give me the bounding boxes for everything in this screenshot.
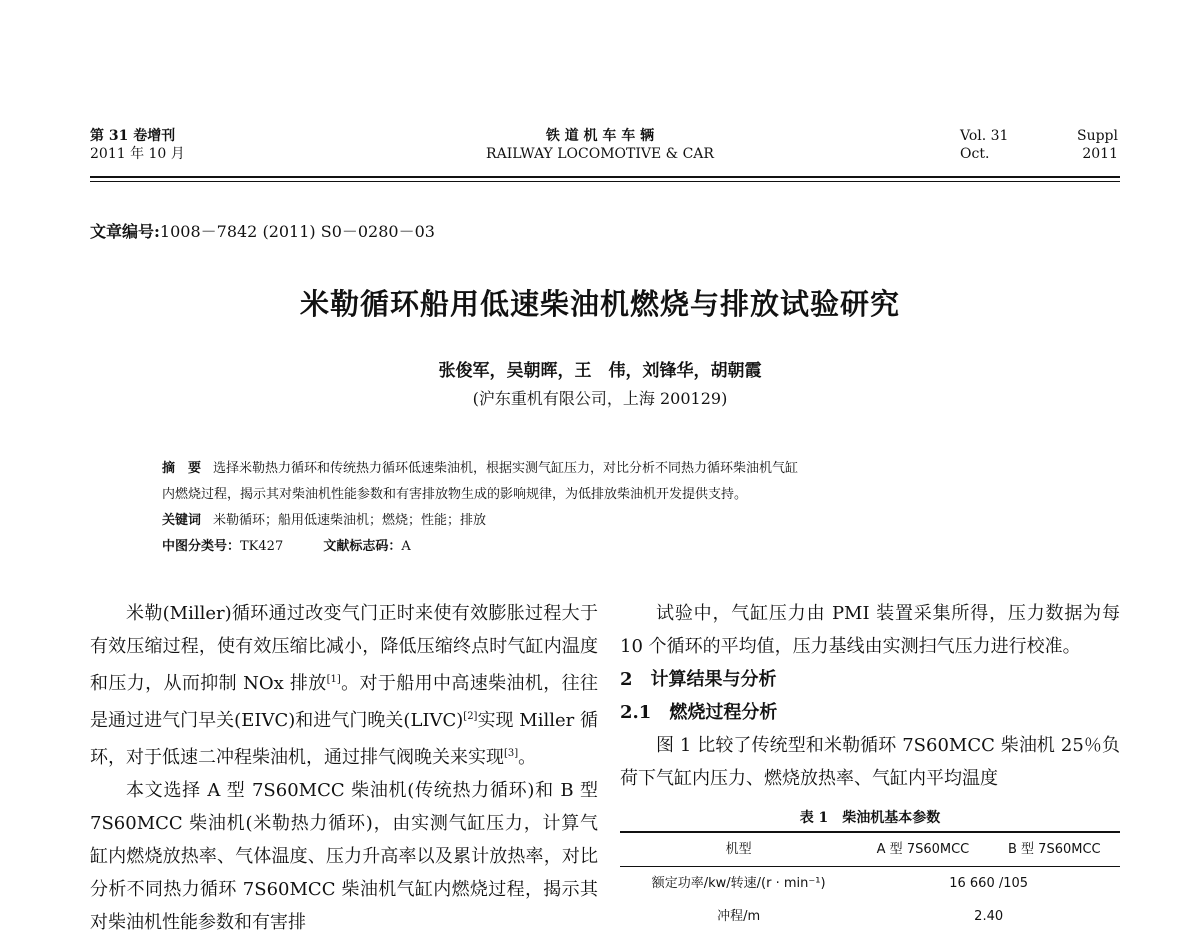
journal-volume-english xyxy=(960,127,1118,163)
author-list: 张俊军，吴朝晖，王 伟，刘锋华，胡朝霞 xyxy=(438,361,762,381)
abstract-line-1 xyxy=(162,456,1062,482)
table-header-cell: 机型 xyxy=(620,832,857,867)
table-cell: 额定功率/kw/转速/(r · min⁻¹) xyxy=(651,876,826,891)
month-text: Oct. xyxy=(960,146,990,162)
citation-1: [1] xyxy=(326,674,341,685)
abstract-label: 摘 要 xyxy=(162,461,202,476)
doc-code-value: A xyxy=(401,539,411,554)
table-row xyxy=(620,900,1120,933)
table-cell: 2.40 xyxy=(974,909,1004,924)
article-number-label: 文章编号: xyxy=(90,222,160,241)
table-cell: 冲程/m xyxy=(717,909,761,924)
table-cell: 16 660 /105 xyxy=(949,876,1029,891)
doc-code-label: 文献标志码： xyxy=(323,539,402,554)
journal-name-english: RAILWAY LOCOMOTIVE & CAR xyxy=(486,146,714,162)
affiliation: (沪东重机有限公司，上海 200129) xyxy=(472,389,728,408)
abstract-block xyxy=(162,456,1062,560)
intro-text-b: 。对于船用中高速柴油机，往往是通过进气门早关(EIVC)和进气门晚关(LIVC) xyxy=(90,673,598,731)
journal-name xyxy=(400,127,800,163)
abstract-text-1: 选择米勒热力循环和传统热力循环低速柴油机，根据实测气缸压力，对比分析不同热力循环柴油机气缸 xyxy=(213,461,799,476)
table-caption: 表 1 柴油机基本参数 xyxy=(799,810,941,826)
abstract-line-2: 内燃烧过程，揭示其对柴油机性能参数和有害排放物生成的影响规律，为低排放柴油机开发提供支持。 xyxy=(162,487,748,502)
suppl-text: Suppl xyxy=(1076,128,1118,144)
body-right-column xyxy=(620,597,1120,933)
vol-text: Vol. 31 xyxy=(960,128,1009,144)
table-row xyxy=(620,867,1120,901)
class-value: TK427 xyxy=(240,539,284,554)
table-header-cell: A 型 7S60MCC xyxy=(857,832,988,867)
paragraph-intro xyxy=(90,597,598,774)
journal-name-chinese: 铁 道 机 车 车 辆 xyxy=(545,128,655,144)
article-number-value: 1008－7842 (2011) S0－0280－03 xyxy=(159,222,435,241)
table-header-row xyxy=(620,832,1120,867)
intro-text-a: 米勒(Miller)循环通过改变气门正时来使有效膨胀过程大于有效压缩过程，使有效压缩比减小，降低压缩终点时气缸内温度和压力，从而抑制 NOx 排放 xyxy=(90,603,598,694)
keywords-label: 关键词 xyxy=(162,513,202,528)
class-label: 中图分类号： xyxy=(162,539,241,554)
engine-parameters-table xyxy=(620,831,1120,933)
intro-text-c: 实现 Miller 循环，对于低速二冲程柴油机，通过排气阀晚关来实现 xyxy=(90,710,598,768)
citation-3: [3] xyxy=(504,748,519,759)
paragraph-method: 本文选择 A 型 7S60MCC 柴油机(传统热力循环)和 B 型 7S60MCC 柴油机(米勒热力循环)，由实测气缸压力，计算气缸内燃烧放热率、气体温度、压力升高率以及累计放热率，对比分析不同热力循环 7S60MCC 柴油机气缸内燃烧过程，揭示其对柴油机性能参数和有害排 xyxy=(90,780,598,933)
header-rule-thick xyxy=(90,176,1120,178)
intro-text-d: 。 xyxy=(518,747,537,768)
paper-title: 米勒循环船用低速柴油机燃烧与排放试验研究 xyxy=(299,287,900,321)
keywords-text: 米勒循环；船用低速柴油机；燃烧；性能；排放 xyxy=(213,513,487,528)
classification-line xyxy=(162,534,1062,560)
section-2-heading: 2 计算结果与分析 xyxy=(620,669,777,690)
journal-volume-issue xyxy=(90,127,185,163)
citation-2: [2] xyxy=(463,711,478,722)
article-number xyxy=(90,219,435,242)
year-text: 2011 xyxy=(1082,146,1118,162)
paragraph-test: 试验中，气缸压力由 PMI 装置采集所得，压力数据为每 10 个循环的平均值，压力基线由实测扫气压力进行校准。 xyxy=(620,603,1120,657)
volume-text: 第 31 卷增刊 xyxy=(90,128,176,144)
section-2-1-heading: 2.1 燃烧过程分析 xyxy=(620,702,778,723)
body-left-column xyxy=(90,597,598,939)
header-rule-thin xyxy=(90,181,1120,182)
date-text: 2011 年 10 月 xyxy=(90,146,185,162)
keywords-line xyxy=(162,508,1062,534)
paragraph-fig1: 图 1 比较了传统型和米勒循环 7S60MCC 柴油机 25％负荷下气缸内压力、燃烧放热率、气缸内平均温度 xyxy=(620,735,1120,789)
table-header-cell: B 型 7S60MCC xyxy=(989,832,1120,867)
